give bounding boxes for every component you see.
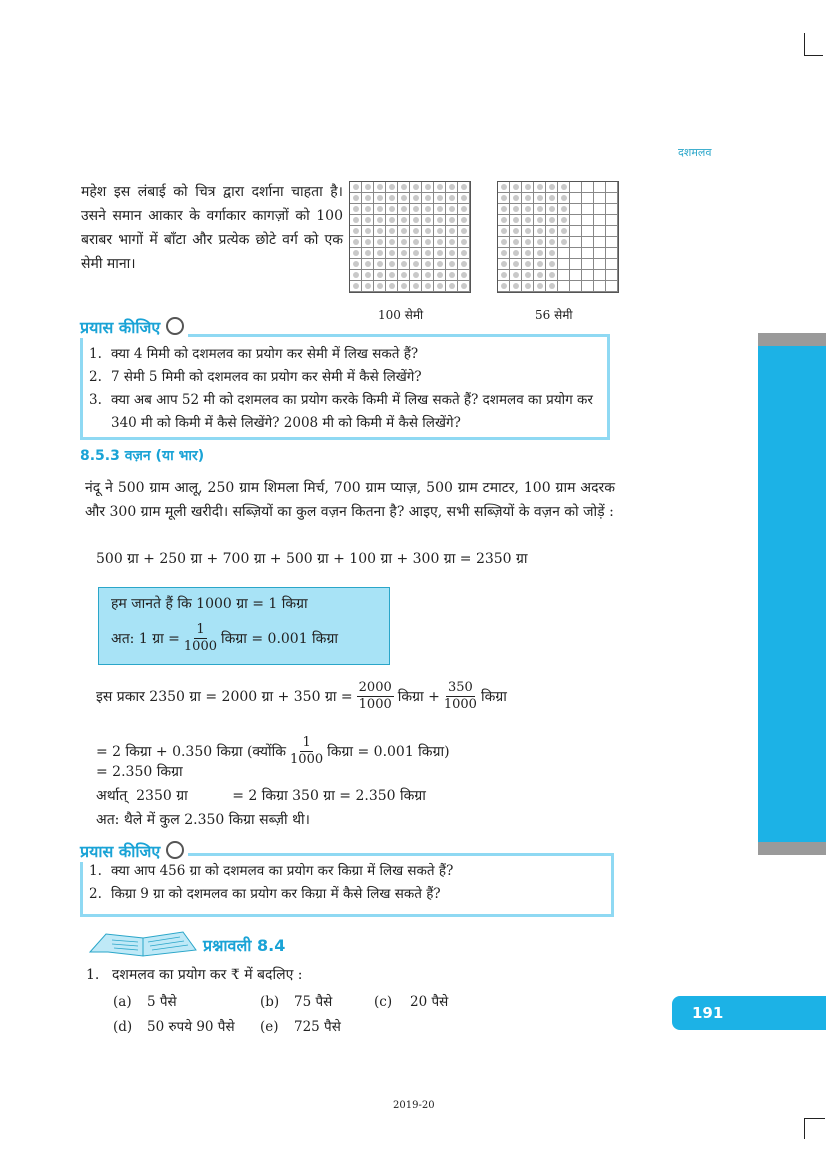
grid-cell (498, 237, 510, 248)
item-number: 1. (89, 863, 102, 879)
option-label: (a) (113, 994, 132, 1010)
grid-cell (606, 270, 618, 281)
grid-cell (558, 259, 570, 270)
grid-cell (582, 226, 594, 237)
grid-cell (510, 259, 522, 270)
grid-cell (362, 204, 374, 215)
option-d (113, 1017, 235, 1035)
try-heading-1 (80, 316, 188, 338)
grid-cell (458, 259, 470, 270)
equation-line-4: = 2.350 किग्रा (96, 764, 183, 780)
grid-cell (422, 226, 434, 237)
grid-cell (398, 193, 410, 204)
grid-cell (398, 259, 410, 270)
grid-cell (570, 215, 582, 226)
grid-cell (386, 215, 398, 226)
conclusion-line: अत: थैले में कुल 2.350 किग्रा सब्ज़ी थी। (96, 812, 310, 828)
grid-cell (422, 248, 434, 259)
grid-cell (434, 281, 446, 292)
grid-cell (398, 182, 410, 193)
grid-cell (534, 215, 546, 226)
grid-cell (510, 226, 522, 237)
item-text: 7 सेमी 5 मिमी को दशमलव का प्रयोग कर सेमी में कैसे लिखेंगे? (111, 369, 422, 385)
grid-cell (570, 248, 582, 259)
option-a (113, 992, 177, 1010)
try-heading-2 (80, 840, 188, 862)
try1-item-1 (89, 343, 607, 366)
magnifier-icon (166, 317, 184, 335)
grid-cell (434, 237, 446, 248)
conversion-mid: किग्रा + (397, 689, 440, 705)
grid-cell (522, 259, 534, 270)
grid-cell (582, 237, 594, 248)
conversion-prefix: इस प्रकार 2350 ग्रा = 2000 ग्रा + 350 ग्रा = (96, 689, 353, 705)
grid-cell (534, 193, 546, 204)
grid-cell (458, 215, 470, 226)
line3-suffix: किग्रा = 0.001 किग्रा) (327, 744, 450, 760)
grid-cell (534, 270, 546, 281)
sum-equation: 500 ग्रा + 250 ग्रा + 700 ग्रा + 500 ग्रा + 100 ग्रा + 300 ग्रा = 2350 ग्रा (96, 551, 528, 567)
grid-cell (410, 248, 422, 259)
fraction (357, 680, 394, 713)
grid-cell (582, 259, 594, 270)
grid-cell (558, 193, 570, 204)
grid-cell (594, 215, 606, 226)
magnifier-icon (166, 841, 184, 859)
grid-cell (434, 204, 446, 215)
grid-cell (522, 215, 534, 226)
grid-cell (446, 248, 458, 259)
grid-cell (558, 226, 570, 237)
section-heading: 8.5.3 वज़न (या भार) (80, 448, 205, 464)
grid-cell (410, 281, 422, 292)
grid-cell (386, 270, 398, 281)
option-text: 725 पैसे (294, 1019, 341, 1035)
try2-item-2 (89, 883, 611, 906)
grid-cell (386, 193, 398, 204)
grid-cell (410, 182, 422, 193)
grid-cell (386, 281, 398, 292)
option-label: (b) (260, 994, 280, 1010)
grid-cell (398, 226, 410, 237)
grid-cell (558, 215, 570, 226)
grid-cell (534, 182, 546, 193)
grid-cell (558, 281, 570, 292)
grid-cell (606, 193, 618, 204)
option-text: 20 पैसे (410, 994, 449, 1010)
grid-cell (546, 281, 558, 292)
grid-cell (350, 237, 362, 248)
denominator: 1000 (290, 752, 324, 767)
grid-cell (582, 193, 594, 204)
grid-cell (510, 204, 522, 215)
grid-cell (398, 204, 410, 215)
grid-cell (374, 226, 386, 237)
item-text: किग्रा 9 ग्रा को दशमलव का प्रयोग कर किग्रा में कैसे लिख सकते हैं? (111, 886, 441, 902)
grid-cell (446, 193, 458, 204)
grid-cell (386, 204, 398, 215)
grid-cell (582, 215, 594, 226)
grid-cell (546, 204, 558, 215)
grid-cell (510, 182, 522, 193)
grid-cell (558, 182, 570, 193)
grid-cell (594, 248, 606, 259)
grid-cell (534, 226, 546, 237)
grid-cell (546, 270, 558, 281)
grid-cell (362, 259, 374, 270)
grid-cell (410, 259, 422, 270)
grid-cell (570, 193, 582, 204)
grid-cell (458, 281, 470, 292)
grid-cell (350, 259, 362, 270)
try-box-1 (80, 334, 610, 440)
grid-cell (546, 193, 558, 204)
grid-100-cm (349, 181, 471, 293)
option-text: 5 पैसे (147, 994, 177, 1010)
grid-cell (398, 281, 410, 292)
grid-cell (522, 204, 534, 215)
option-label: (d) (113, 1019, 133, 1035)
grid-cell (534, 204, 546, 215)
grid-cell (410, 270, 422, 281)
grid-cell (594, 182, 606, 193)
grid-cell (522, 248, 534, 259)
numerator: 2000 (358, 680, 392, 695)
grid-cell (606, 248, 618, 259)
grid-cell (582, 270, 594, 281)
grid-cell (570, 237, 582, 248)
grid-cell (434, 215, 446, 226)
grid-cell (434, 270, 446, 281)
grid-cell (510, 193, 522, 204)
try1-item-2 (89, 366, 607, 389)
grid-cell (362, 182, 374, 193)
grid-cell (398, 215, 410, 226)
option-text: 50 रुपये 90 पैसे (147, 1019, 235, 1035)
grid-cell (386, 248, 398, 259)
grid-cell (606, 281, 618, 292)
grid-cell (522, 182, 534, 193)
grid-cell (510, 215, 522, 226)
side-band-top-stripe (758, 333, 826, 346)
grid-cell (446, 259, 458, 270)
grid-cell (446, 215, 458, 226)
grid-cell (582, 248, 594, 259)
try-heading-text: प्रयास कीजिए (80, 318, 161, 337)
grid-cell (534, 281, 546, 292)
grid-cell (594, 259, 606, 270)
crop-mark-top-right (804, 33, 823, 56)
denominator: 1000 (443, 697, 477, 712)
grid-cell (446, 182, 458, 193)
denominator: 1000 (183, 639, 217, 654)
grid-cell (522, 270, 534, 281)
try1-item-3 (89, 389, 607, 435)
fraction (444, 680, 477, 713)
grid-cell (606, 182, 618, 193)
option-text: 75 पैसे (294, 994, 333, 1010)
grid-cell (546, 237, 558, 248)
grid-cell (422, 182, 434, 193)
grid-cell (594, 237, 606, 248)
grid-cell (410, 215, 422, 226)
grid-cell (434, 226, 446, 237)
equation-line-5: अर्थात् 2350 ग्रा = 2 किग्रा 350 ग्रा = 2.350 किग्रा (96, 788, 426, 804)
grid-cell (458, 193, 470, 204)
grid-cell (446, 237, 458, 248)
grid-cell (570, 270, 582, 281)
grid-cell (410, 193, 422, 204)
grid-cell (386, 237, 398, 248)
grid-cell (386, 259, 398, 270)
grid-cell (422, 193, 434, 204)
grid-cell (422, 237, 434, 248)
grid-cell (594, 270, 606, 281)
grid-cell (498, 215, 510, 226)
grid-cell (606, 215, 618, 226)
line3-prefix: = 2 किग्रा + 0.350 किग्रा (क्योंकि (96, 744, 287, 760)
grid-cell (534, 237, 546, 248)
grid-cell (374, 281, 386, 292)
info-line-2 (111, 622, 338, 655)
grid-cell (350, 215, 362, 226)
grid-cell (546, 259, 558, 270)
grid-cell (498, 270, 510, 281)
grid-cell (510, 248, 522, 259)
grid-cell (522, 193, 534, 204)
grid-cell (522, 237, 534, 248)
conversion-suffix: किग्रा (480, 689, 507, 705)
item-number: 3. (89, 392, 102, 408)
grid-cell (546, 226, 558, 237)
item-number: 1. (89, 346, 102, 362)
grid-cell (558, 270, 570, 281)
item-text: क्या आप 456 ग्रा को दशमलव का प्रयोग कर किग्रा में लिख सकते हैं? (111, 863, 454, 879)
open-book-icon (88, 928, 198, 958)
grid-cell (398, 237, 410, 248)
grid-cell (582, 281, 594, 292)
grid-cell (362, 270, 374, 281)
numerator: 350 (447, 680, 473, 695)
grid-cell (434, 182, 446, 193)
footer-year: 2019-20 (393, 1100, 435, 1111)
info-line-2-prefix: अत: 1 ग्रा = (111, 631, 180, 647)
grid-cell (446, 270, 458, 281)
grid-cell (374, 215, 386, 226)
try-heading-text: प्रयास कीजिए (80, 842, 161, 861)
grid-cell (594, 281, 606, 292)
weight-paragraph: नंदू ने 500 ग्राम आलू, 250 ग्राम शिमला मिर्च, 700 ग्राम प्याज़, 500 ग्राम टमाटर, 100 ग्राम अदरक और 300 ग्राम मूली खरीदी। सब्ज़ियों का कुल वज़न कितना है? आइए, सभी सब्ज़ियों के वज़न को जोड़ें : (85, 480, 615, 520)
grid-cell (594, 204, 606, 215)
grid-cell (582, 204, 594, 215)
grid-cell (458, 182, 470, 193)
side-band-bottom-stripe (758, 842, 826, 855)
grid-cell (498, 248, 510, 259)
grid-cell (350, 193, 362, 204)
grid-cell (558, 248, 570, 259)
grid-cell (558, 237, 570, 248)
grid-cell (582, 182, 594, 193)
fraction (290, 735, 323, 768)
grid-cell (546, 182, 558, 193)
try-box-2 (80, 853, 614, 917)
grid-cell (386, 226, 398, 237)
grid-cell (606, 204, 618, 215)
grid-cell (446, 281, 458, 292)
grid-cell (434, 259, 446, 270)
option-c (374, 992, 448, 1010)
grid-cell (422, 204, 434, 215)
crop-mark-bottom-right (804, 1118, 825, 1139)
grid-cell (362, 215, 374, 226)
info-box (98, 587, 390, 665)
grid-cell (534, 259, 546, 270)
numerator: 1 (196, 622, 205, 637)
option-b (260, 992, 332, 1010)
grid-cell (570, 259, 582, 270)
grid-cell (570, 226, 582, 237)
grid-cell (458, 226, 470, 237)
grid-cell (534, 248, 546, 259)
running-head: दशमलव (678, 146, 712, 159)
grid-cell (446, 226, 458, 237)
grid-cell (374, 204, 386, 215)
grid-cell (350, 226, 362, 237)
grid-cell (350, 248, 362, 259)
grid-cell (362, 193, 374, 204)
grid-cell (594, 226, 606, 237)
grid-cell (546, 248, 558, 259)
grid-cell (434, 193, 446, 204)
grid-cell (350, 204, 362, 215)
grid-cell (410, 204, 422, 215)
denominator: 1000 (358, 697, 392, 712)
grid-cell (498, 193, 510, 204)
grid-cell (422, 215, 434, 226)
grid-cell (510, 237, 522, 248)
grid-cell (594, 193, 606, 204)
grid-cell (410, 237, 422, 248)
grid-cell (374, 237, 386, 248)
grid-cell (510, 270, 522, 281)
grid-cell (422, 281, 434, 292)
item-text: क्या 4 मिमी को दशमलव का प्रयोग कर सेमी में लिख सकते हैं? (111, 346, 419, 362)
grid-56-cm (497, 181, 619, 293)
grid-cell (522, 226, 534, 237)
grid-cell (350, 281, 362, 292)
exercise-question-1 (86, 965, 303, 984)
grid-cell (374, 248, 386, 259)
grid-cell (410, 226, 422, 237)
item-number: 2. (89, 886, 102, 902)
grid-cell (374, 193, 386, 204)
grid-cell (606, 259, 618, 270)
grid-cell (458, 237, 470, 248)
grid-cell (350, 182, 362, 193)
grid-caption-56: 56 सेमी (535, 308, 573, 322)
grid-cell (458, 204, 470, 215)
side-color-band (758, 333, 826, 855)
option-label: (c) (374, 994, 393, 1010)
question-text: दशमलव का प्रयोग कर ₹ में बदलिए : (112, 967, 303, 983)
grid-cell (498, 182, 510, 193)
option-e (260, 1017, 341, 1035)
grid-caption-100: 100 सेमी (378, 308, 424, 322)
grid-cell (522, 281, 534, 292)
grid-cell (606, 226, 618, 237)
grid-cell (458, 270, 470, 281)
grid-cell (434, 248, 446, 259)
grid-cell (606, 237, 618, 248)
numerator: 1 (302, 735, 311, 750)
grid-cell (398, 248, 410, 259)
grid-cell (386, 182, 398, 193)
grid-cell (374, 182, 386, 193)
item-text: क्या अब आप 52 मी को दशमलव का प्रयोग करके किमी में लिख सकते हैं? दशमलव का प्रयोग कर 340 मी को किमी में कैसे लिखेंगे? 2008 मी को किमी में कैसे लिखेंगे? (111, 392, 593, 431)
grid-cell (458, 248, 470, 259)
grid-cell (446, 204, 458, 215)
item-number: 2. (89, 369, 102, 385)
grid-cell (362, 226, 374, 237)
grid-cell (374, 270, 386, 281)
grid-cell (422, 270, 434, 281)
grid-cell (546, 215, 558, 226)
intro-paragraph: महेश इस लंबाई को चित्र द्वारा दर्शाना चाहता है। उसने समान आकार के वर्गाकार कागज़ों को 100 बराबर भागों में बाँटा और प्रत्येक छोटे वर्ग को एक सेमी माना। (81, 184, 343, 272)
grid-cell (362, 281, 374, 292)
grid-cell (374, 259, 386, 270)
info-line-1: हम जानते हैं कि 1000 ग्रा = 1 किग्रा (111, 596, 308, 612)
grid-cell (362, 237, 374, 248)
grid-cell (498, 281, 510, 292)
grid-cell (398, 270, 410, 281)
grid-cell (570, 204, 582, 215)
grid-cell (422, 259, 434, 270)
grid-cell (498, 204, 510, 215)
grid-cell (570, 281, 582, 292)
info-line-2-suffix: किग्रा = 0.001 किग्रा (221, 631, 338, 647)
exercise-title: प्रश्नावली 8.4 (203, 936, 286, 955)
option-label: (e) (260, 1019, 279, 1035)
grid-cell (558, 204, 570, 215)
page-number: 191 (672, 996, 826, 1030)
grid-cell (570, 182, 582, 193)
grid-cell (350, 270, 362, 281)
grid-cell (498, 259, 510, 270)
try2-item-1 (89, 860, 611, 883)
grid-cell (510, 281, 522, 292)
conversion-line (96, 680, 507, 713)
grid-cell (498, 226, 510, 237)
grid-cell (362, 248, 374, 259)
question-number: 1. (86, 967, 100, 983)
fraction (184, 622, 217, 655)
